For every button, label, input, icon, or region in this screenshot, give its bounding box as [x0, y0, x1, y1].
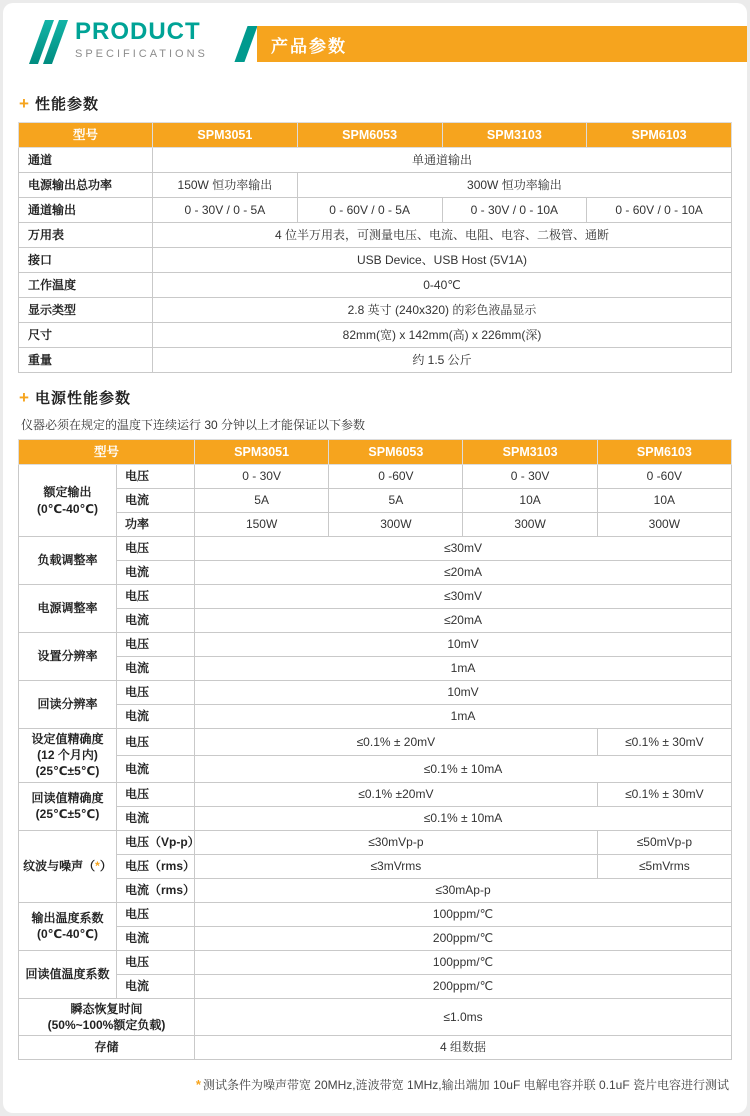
- sub-label-cell: 电压: [117, 782, 195, 806]
- value-cell: 0 - 30V / 0 - 10A: [442, 198, 587, 223]
- table-row: [19, 878, 732, 902]
- group-label-line: 回读值精确度: [31, 790, 104, 805]
- table-row: [19, 755, 732, 782]
- sub-label-cell: 电压（Vp-p）: [117, 830, 195, 854]
- value-cell: ≤0.1% ± 20mV: [195, 729, 598, 756]
- column-header-cell: SPM3051: [153, 123, 298, 148]
- group-label-line: 回读分辨率: [37, 697, 98, 712]
- product-logo: [37, 19, 208, 64]
- sub-label-cell: 电压: [117, 537, 195, 561]
- column-header-cell: SPM6053: [329, 440, 463, 465]
- value-cell: USB Device、USB Host (5V1A): [153, 248, 732, 273]
- test-condition-footnote: [21, 1076, 729, 1093]
- value-cell: 0 - 30V: [195, 465, 329, 489]
- group-label-line: 输出温度系数: [31, 910, 104, 925]
- group-label-cell: [19, 585, 117, 633]
- group-label-line: 设定值精确度: [31, 732, 104, 746]
- power-performance-table: [18, 439, 732, 1060]
- value-cell: 100ppm/℃: [195, 902, 732, 926]
- table-row: [19, 465, 732, 489]
- value-cell: ≤1.0ms: [195, 998, 732, 1035]
- table-row: [19, 1035, 732, 1059]
- value-cell: 1mA: [195, 657, 732, 681]
- table-row: [19, 273, 732, 298]
- value-cell: 1mA: [195, 705, 732, 729]
- value-cell: 10A: [463, 489, 597, 513]
- group-label-line: 电源调整率: [37, 601, 98, 616]
- table-row: [19, 585, 732, 609]
- value-cell: 10mV: [195, 633, 732, 657]
- section-title-power: [19, 387, 747, 408]
- sub-label-cell: 功率: [117, 513, 195, 537]
- value-cell: ≤30mVp-p: [195, 830, 598, 854]
- value-cell: 150W 恒功率输出: [153, 173, 298, 198]
- value-cell: ≤5mVrms: [597, 854, 731, 878]
- value-cell: ≤0.1% ± 30mV: [597, 729, 731, 756]
- banner-slash-icon: [234, 26, 257, 62]
- table-row: [19, 148, 732, 173]
- value-cell: 300W 恒功率输出: [297, 173, 731, 198]
- table-row: [19, 830, 732, 854]
- sub-label-cell: 电流: [117, 806, 195, 830]
- value-cell: ≤0.1% ± 10mA: [195, 755, 732, 782]
- table-row: [19, 561, 732, 585]
- table-row: [19, 729, 732, 756]
- table-row: [19, 513, 732, 537]
- table-row: [19, 248, 732, 273]
- column-header-cell: SPM3051: [195, 440, 329, 465]
- sub-label-cell: 电流: [117, 609, 195, 633]
- column-header-cell: SPM6103: [597, 440, 731, 465]
- value-cell: 0 -60V: [597, 465, 731, 489]
- sub-label-cell: 电压: [117, 633, 195, 657]
- row-label-cell: 尺寸: [19, 323, 153, 348]
- row-label-cell: 工作温度: [19, 273, 153, 298]
- section-title-text: 性能参数: [34, 96, 99, 113]
- table-row: [19, 705, 732, 729]
- group-label-line: 负载调整率: [37, 553, 98, 568]
- sub-label-cell: 电流: [117, 705, 195, 729]
- sub-label-cell: 电压: [117, 681, 195, 705]
- value-cell: ≤30mV: [195, 585, 732, 609]
- table-row: [19, 489, 732, 513]
- table-row: [19, 998, 732, 1035]
- value-cell: 10mV: [195, 681, 732, 705]
- group-label-line: (50%~100%额定负载): [47, 1017, 166, 1032]
- table-row: [19, 537, 732, 561]
- sub-label-cell: 电压: [117, 950, 195, 974]
- group-label-cell: [19, 729, 117, 783]
- product-spec-page: [3, 3, 747, 1113]
- ripple-label: ）: [99, 858, 112, 873]
- value-cell: ≤0.1% ± 30mV: [597, 782, 731, 806]
- group-label-line: 额定输出: [43, 485, 92, 500]
- sub-label-cell: 电压: [117, 585, 195, 609]
- sub-label-cell: 电流（rms）: [117, 878, 195, 902]
- value-cell: 0-40℃: [153, 273, 732, 298]
- value-cell: ≤3mVrms: [195, 854, 598, 878]
- value-cell: 150W: [195, 513, 329, 537]
- row-label-cell: 电源输出总功率: [19, 173, 153, 198]
- group-label-line: 设置分辨率: [37, 649, 98, 664]
- table-row: [19, 198, 732, 223]
- column-header-cell: SPM6103: [587, 123, 732, 148]
- group-label-cell: [19, 830, 117, 902]
- column-header-cell: SPM6053: [297, 123, 442, 148]
- group-label-line: 瞬态恢复时间: [70, 1001, 143, 1016]
- table-row: [19, 323, 732, 348]
- value-cell: 200ppm/℃: [195, 974, 732, 998]
- table-row: [19, 657, 732, 681]
- value-cell: 300W: [463, 513, 597, 537]
- value-cell: 0 - 60V / 0 - 10A: [587, 198, 732, 223]
- row-label-cell: 接口: [19, 248, 153, 273]
- section-title-text: 电源性能参数: [34, 390, 131, 407]
- value-cell: 82mm(宽) x 142mm(高) x 226mm(深): [153, 323, 732, 348]
- group-label-line: (25℃±5℃): [35, 764, 100, 779]
- group-label-cell: [19, 1035, 195, 1059]
- value-cell: ≤20mA: [195, 561, 732, 585]
- value-cell: 0 - 30V / 0 - 5A: [153, 198, 298, 223]
- table-header-row: [19, 440, 732, 465]
- sub-label-cell: 电压: [117, 465, 195, 489]
- value-cell: 0 - 60V / 0 - 5A: [297, 198, 442, 223]
- group-label-line: [22, 858, 113, 874]
- value-cell: 10A: [597, 489, 731, 513]
- group-label-cell: [19, 782, 117, 830]
- sub-label-cell: 电流: [117, 926, 195, 950]
- table-row: [19, 902, 732, 926]
- value-cell: 2.8 英寸 (240x320) 的彩色液晶显示: [153, 298, 732, 323]
- logo-title: PRODUCT: [75, 18, 201, 45]
- table-row: [19, 223, 732, 248]
- model-header-cell: 型号: [19, 123, 153, 148]
- banner-title: 产品参数: [271, 36, 347, 56]
- table-row: [19, 609, 732, 633]
- value-cell: 5A: [329, 489, 463, 513]
- table-row: [19, 681, 732, 705]
- group-label-line: (0℃-40℃): [36, 927, 99, 942]
- value-cell: 约 1.5 公斤: [153, 348, 732, 373]
- value-cell: 0 - 30V: [463, 465, 597, 489]
- table-row: [19, 974, 732, 998]
- row-label-cell: 显示类型: [19, 298, 153, 323]
- asterisk: *: [95, 858, 100, 873]
- plus-icon: +: [19, 94, 29, 113]
- model-header-cell: 型号: [19, 440, 195, 465]
- value-cell: 300W: [597, 513, 731, 537]
- value-cell: ≤0.1% ± 10mA: [195, 806, 732, 830]
- footnote-text: 测试条件为噪声带宽 20MHz,涟波带宽 1MHz,输出端加 10uF 电解电容并联 0.1uF 瓷片电容进行测试: [202, 1077, 729, 1092]
- row-label-cell: 重量: [19, 348, 153, 373]
- temperature-note: 仪器必须在规定的温度下连续运行 30 分钟以上才能保证以下参数: [21, 418, 366, 432]
- performance-table: [18, 122, 732, 373]
- page-header: [3, 3, 747, 79]
- table-row: [19, 782, 732, 806]
- group-label-line: 回读值温度系数: [25, 966, 110, 981]
- table-row: [19, 926, 732, 950]
- column-header-cell: SPM3103: [463, 440, 597, 465]
- ripple-label: 纹波与噪声（: [23, 858, 96, 873]
- value-cell: 200ppm/℃: [195, 926, 732, 950]
- group-label-line: 存储: [94, 1040, 119, 1055]
- section-banner: [257, 26, 747, 62]
- value-cell: 0 -60V: [329, 465, 463, 489]
- group-label-line: (0℃-40℃): [36, 501, 99, 516]
- group-label-cell: [19, 681, 117, 729]
- sub-label-cell: 电流: [117, 489, 195, 513]
- table-row: [19, 950, 732, 974]
- value-cell: ≤0.1% ±20mV: [195, 782, 598, 806]
- value-cell: 300W: [329, 513, 463, 537]
- value-cell: 单通道输出: [153, 148, 732, 173]
- footnote-asterisk: *: [195, 1076, 201, 1092]
- value-cell: 5A: [195, 489, 329, 513]
- logo-slash-icon: [37, 20, 65, 64]
- row-label-cell: 通道: [19, 148, 153, 173]
- row-label-cell: 万用表: [19, 223, 153, 248]
- plus-icon: +: [19, 388, 29, 407]
- value-cell: ≤20mA: [195, 609, 732, 633]
- table-row: [19, 173, 732, 198]
- logo-text: [75, 19, 208, 60]
- sub-label-cell: 电压: [117, 902, 195, 926]
- group-label-line: (25℃±5℃): [35, 807, 100, 822]
- row-label-cell: 通道输出: [19, 198, 153, 223]
- value-cell: ≤30mV: [195, 537, 732, 561]
- sub-label-cell: 电压: [117, 729, 195, 756]
- value-cell: 4 组数据: [195, 1035, 732, 1059]
- sub-label-cell: 电压（rms）: [117, 854, 195, 878]
- sub-label-cell: 电流: [117, 755, 195, 782]
- group-label-cell: [19, 633, 117, 681]
- table-row: [19, 298, 732, 323]
- group-label-cell: [19, 998, 195, 1035]
- group-label-cell: [19, 465, 117, 537]
- sub-label-cell: 电流: [117, 561, 195, 585]
- group-label-cell: [19, 950, 117, 998]
- section-title-performance: [19, 93, 747, 114]
- value-cell: 100ppm/℃: [195, 950, 732, 974]
- sub-label-cell: 电流: [117, 657, 195, 681]
- sub-label-cell: 电流: [117, 974, 195, 998]
- group-label-line: (12 个月内): [37, 748, 98, 763]
- table-row: [19, 633, 732, 657]
- group-label-cell: [19, 902, 117, 950]
- table-row: [19, 348, 732, 373]
- table-row: [19, 806, 732, 830]
- table-row: [19, 854, 732, 878]
- group-label-cell: [19, 537, 117, 585]
- value-cell: ≤50mVp-p: [597, 830, 731, 854]
- value-cell: ≤30mAp-p: [195, 878, 732, 902]
- column-header-cell: SPM3103: [442, 123, 587, 148]
- logo-subtitle: SPECIFICATIONS: [75, 48, 208, 61]
- value-cell: 4 位半万用表，可测量电压、电流、电阻、电容、二极管、通断: [153, 223, 732, 248]
- table-header-row: [19, 123, 732, 148]
